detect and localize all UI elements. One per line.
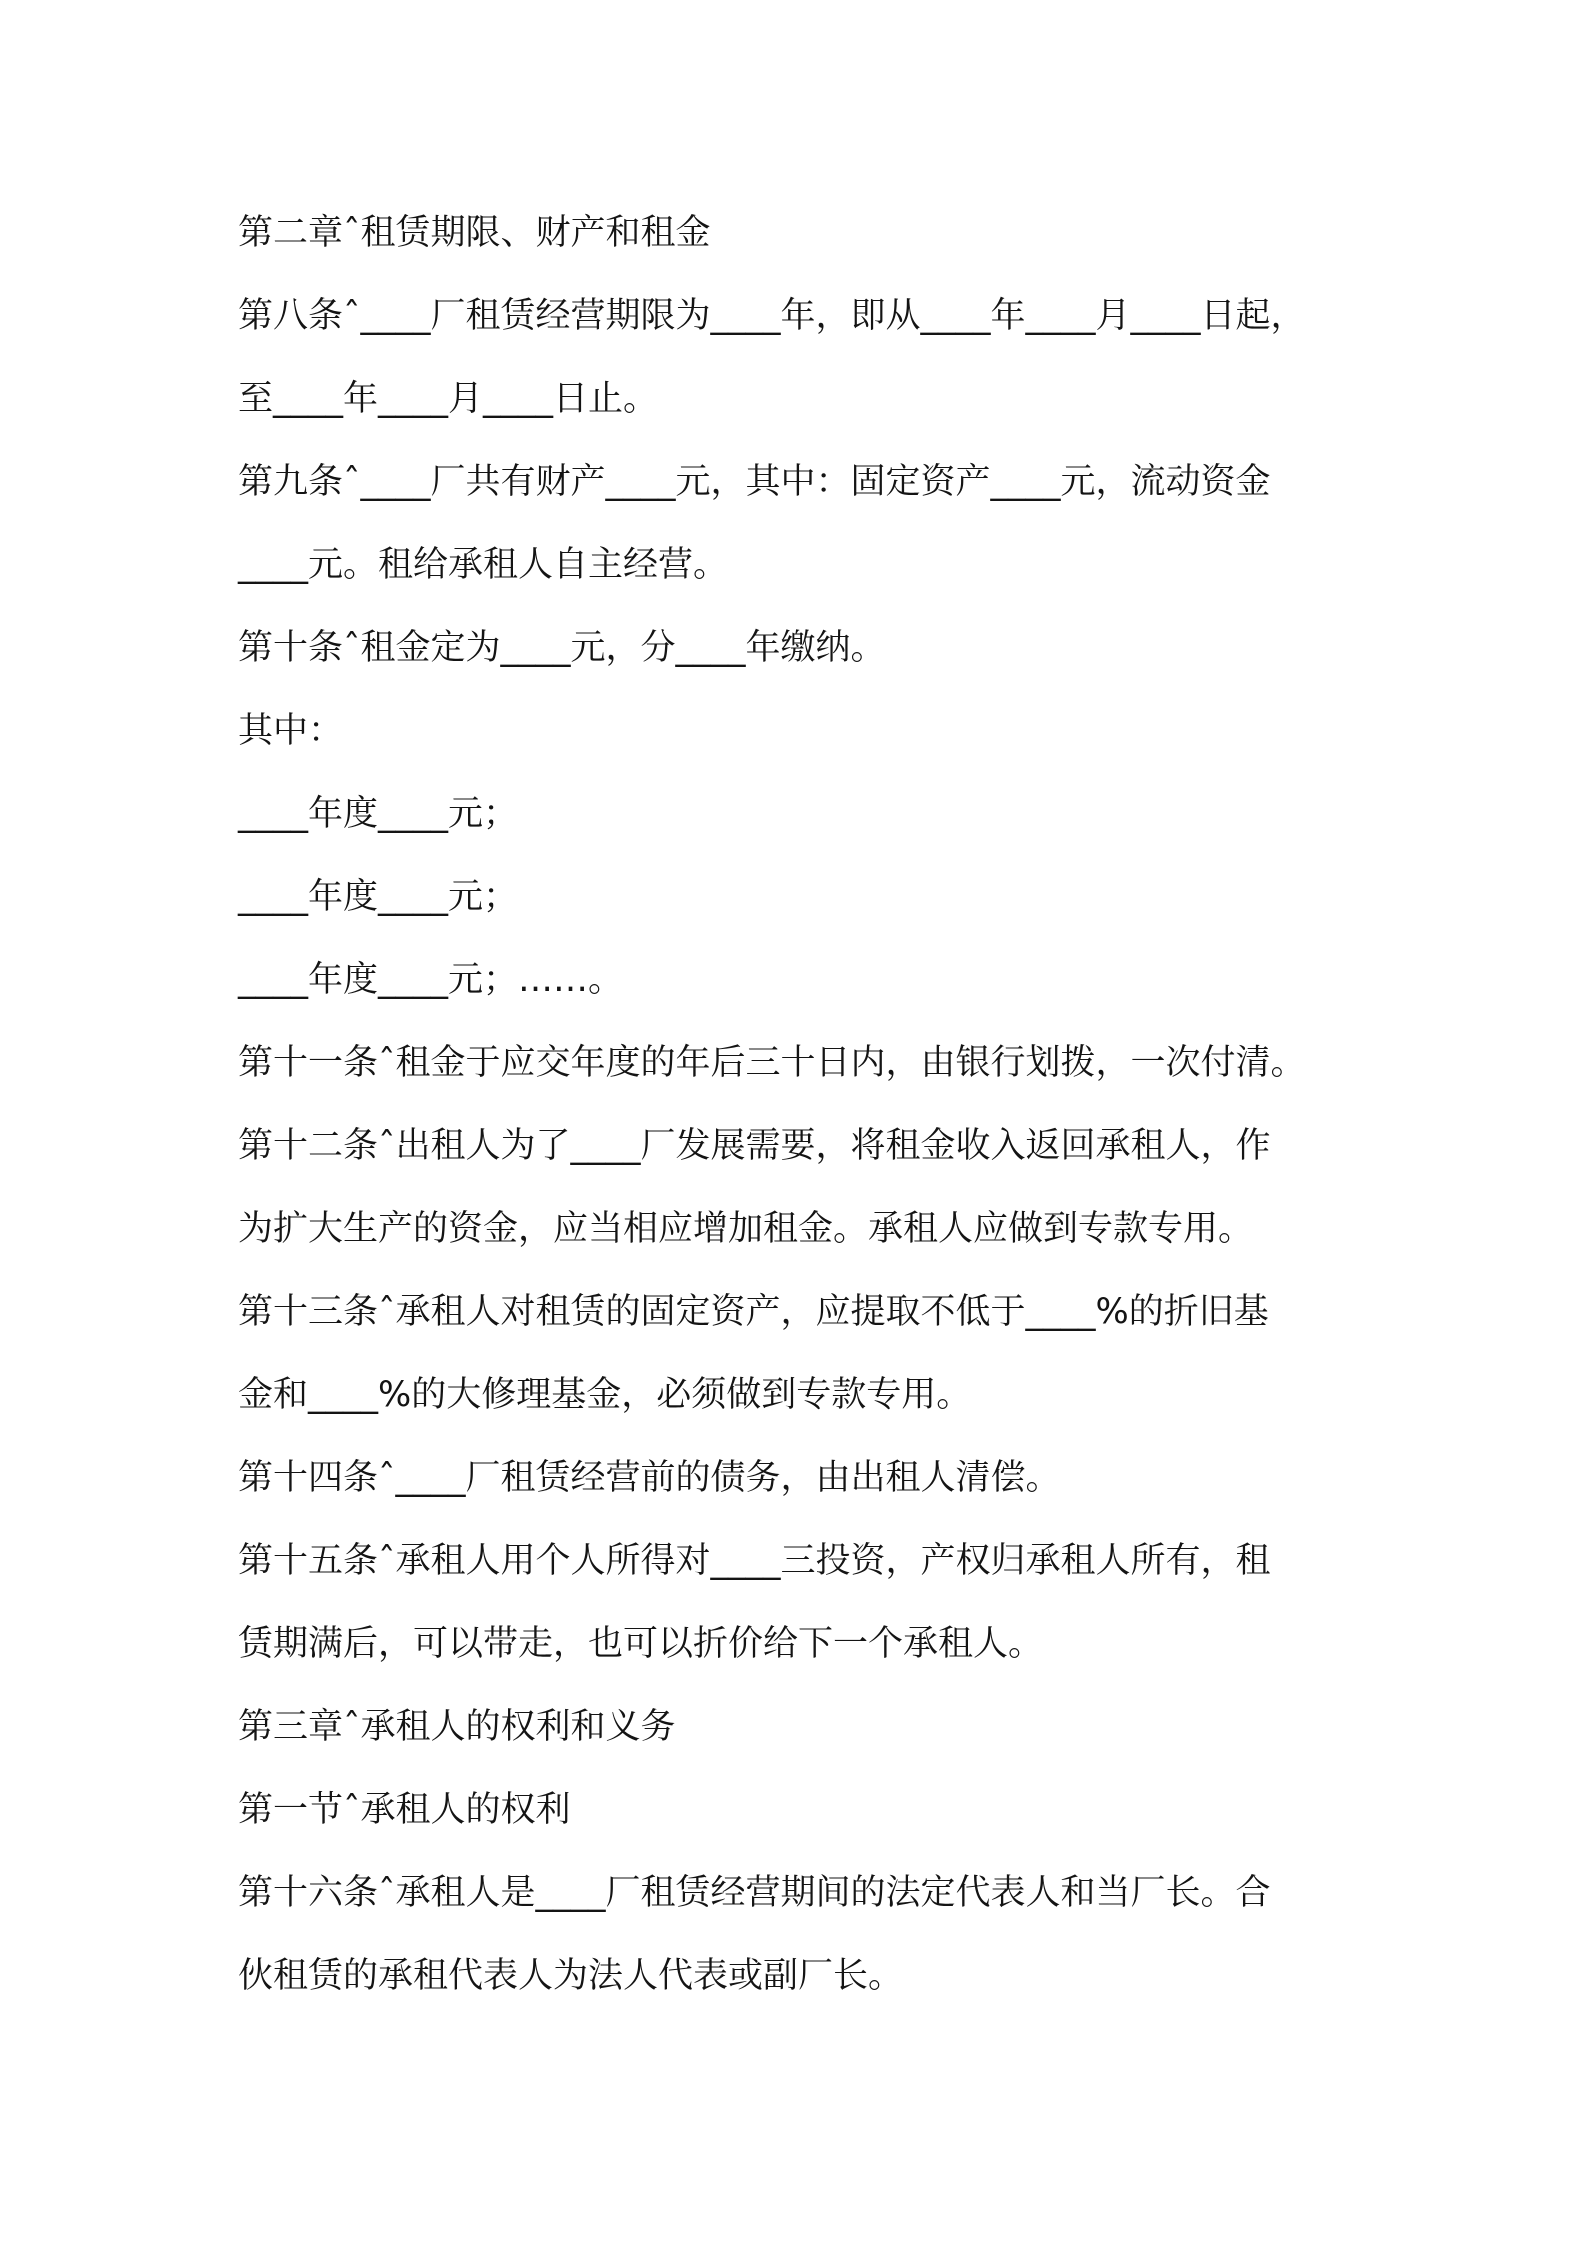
article-8-line-1: 第八条ˆ____厂租赁经营期限为____年，即从____年____月____日起，	[238, 296, 1306, 336]
document-body	[238, 192, 1358, 2018]
article-10-including: 其中：	[238, 711, 344, 751]
article-16-line-2: 伙租赁的承租代表人为法人代表或副厂长。	[238, 1956, 904, 1996]
article-9-line-2: ____元。租给承租人自主经营。	[238, 545, 729, 585]
article-11-line: 第十一条ˆ租金于应交年度的年后三十日内，由银行划拨，一次付清。	[238, 1043, 1306, 1083]
annual-rent-item-3: ____年度____元；……。	[238, 960, 624, 1000]
annual-rent-item-1: ____年度____元；	[238, 794, 519, 834]
article-15-line-2: 赁期满后，可以带走，也可以折价给下一个承租人。	[238, 1624, 1044, 1664]
annual-rent-item-2: ____年度____元；	[238, 877, 519, 917]
article-12-line-1: 第十二条ˆ出租人为了____厂发展需要，将租金收入返回承租人，作	[238, 1126, 1271, 1166]
article-9-line-1: 第九条ˆ____厂共有财产____元，其中：固定资产____元，流动资金	[238, 462, 1271, 502]
article-12-line-2: 为扩大生产的资金，应当相应增加租金。承租人应做到专款专用。	[238, 1209, 1254, 1249]
article-14-line: 第十四条ˆ____厂租赁经营前的债务，由出租人清偿。	[238, 1458, 1061, 1498]
article-13-line-1: 第十三条ˆ承租人对租赁的固定资产，应提取不低于____%的折旧基	[238, 1292, 1269, 1332]
chapter-2-heading: 第二章ˆ租赁期限、财产和租金	[238, 213, 711, 253]
chapter-3-heading: 第三章ˆ承租人的权利和义务	[238, 1707, 676, 1747]
section-1-heading: 第一节ˆ承租人的权利	[238, 1790, 571, 1830]
article-16-line-1: 第十六条ˆ承租人是____厂租赁经营期间的法定代表人和当厂长。合	[238, 1873, 1271, 1913]
article-15-line-1: 第十五条ˆ承租人用个人所得对____三投资，产权归承租人所有，租	[238, 1541, 1271, 1581]
article-13-line-2: 金和____%的大修理基金，必须做到专款专用。	[238, 1375, 972, 1415]
article-8-line-2: 至____年____月____日止。	[238, 379, 659, 419]
article-10-line: 第十条ˆ租金定为____元，分____年缴纳。	[238, 628, 886, 668]
